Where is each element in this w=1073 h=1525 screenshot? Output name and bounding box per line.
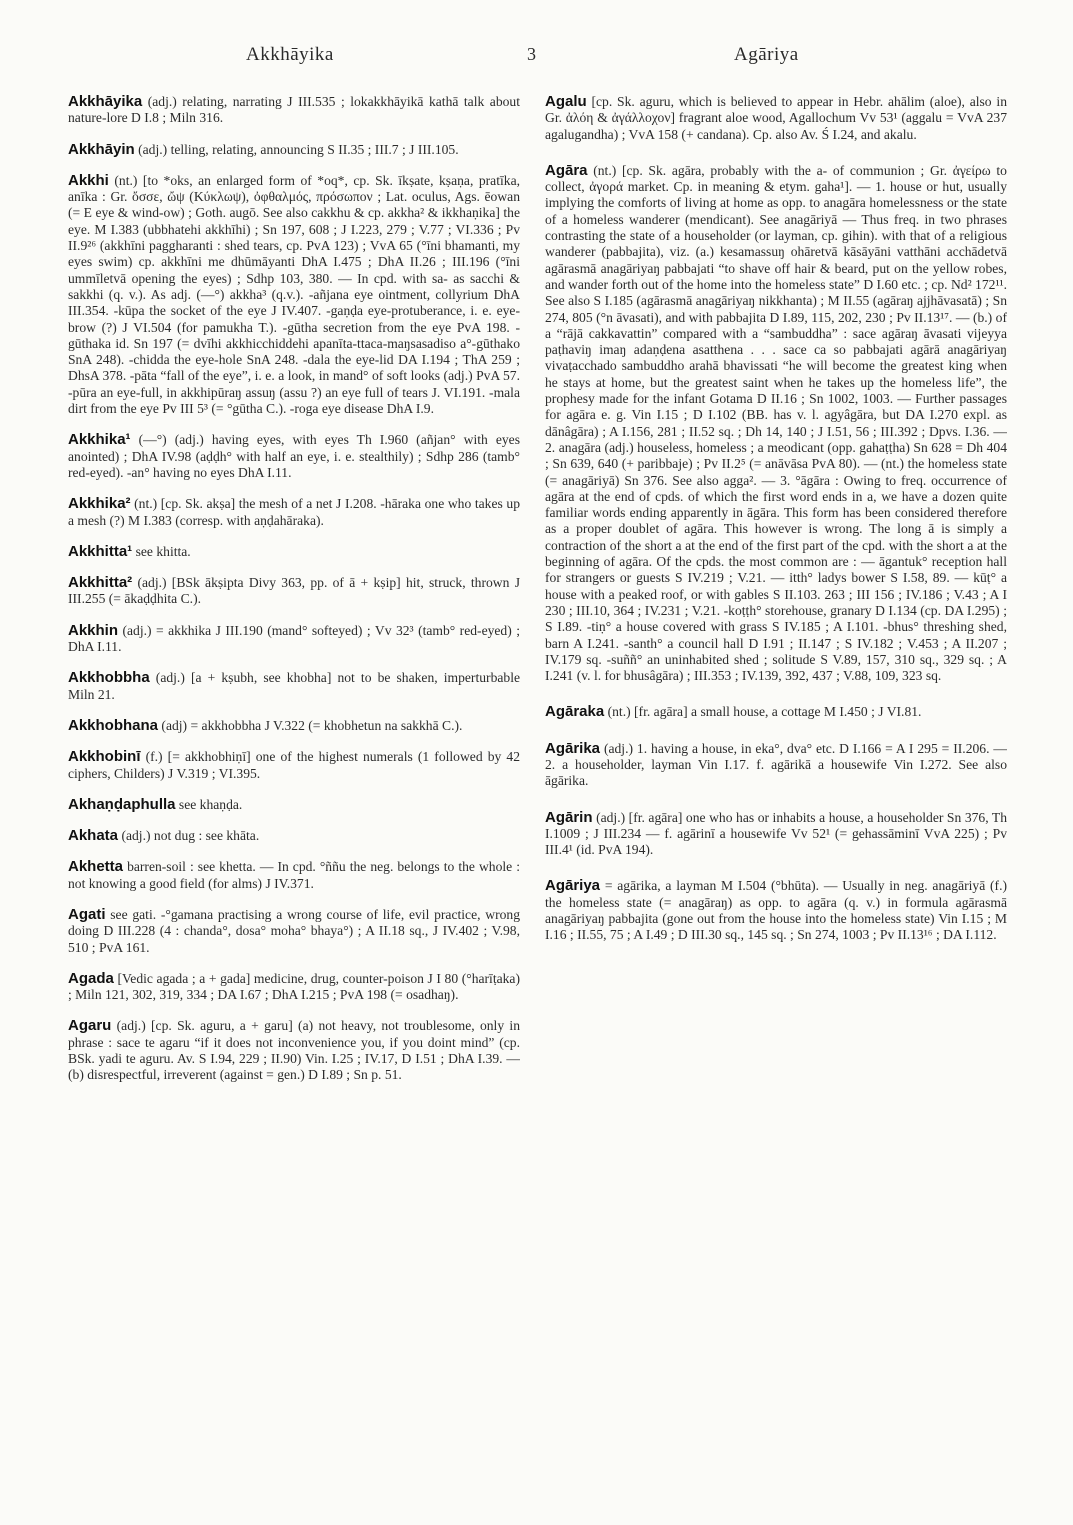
entry-headword: Agārika	[545, 739, 601, 757]
entry-headword: Akhetta	[68, 858, 124, 876]
entry-headword: Akhaṇḍaphulla	[68, 795, 176, 813]
entry-definition: (adj.) not dug : see khāta.	[121, 828, 260, 844]
dictionary-entry	[68, 670, 520, 703]
dictionary-entry	[68, 971, 520, 1004]
entry-definition: (adj) = akkhobbha J V.322 (= khobhetun na sakkhā C.).	[161, 717, 463, 733]
entry-headword: Akkhika¹	[68, 431, 131, 449]
entry-definition: (adj.) [BSk ākṣipta Divy 363, pp. of ā + kṣip] hit, struck, thrown J III.255 (= ākaḍḍhita C.).	[68, 575, 520, 607]
entry-definition: (f.) [= akkhobhiṇī] one of the highest numerals (1 followed by 42 ciphers, Childers) J V.319 ; VI.395.	[68, 749, 520, 781]
dictionary-entry	[545, 741, 1007, 790]
entry-definition: (adj.) relating, narrating J III.535 ; lokakkhāyikā kathā talk about nature-lore D I.8 ; Miln 316.	[68, 94, 520, 126]
entry-definition: (nt.) [cp. Sk. agāra, probably with the a- of communion ; Gr. ἀγείρω to collect, ἀγορά market. Cp. in meaning & etym. gaha¹]. — 1. house or hut, usually implying the comforts of living at home as opp. to anagāra homelessness or the state of a homeless wanderer (mendicant). See anagāriyā — Thus freq. in two phrases contrasting the state of a householder (or layman, cp. gihin). with that of a religious wanderer (pabbajita), viz. (a.) kesamassuŋ ohāretvā kāsāyāni vatthāni acchādetvā agārasmā anagāriyaŋ pabbajati “to shave off hair & beard, put on the yellow robes, and wander forth out of the home into the homeless state” D I.60 etc. ; cp. Nd² 172¹¹. See also S I.185 (agārasmā anagāriyaŋ nikkhanta) ; M II.55 (agāraŋ ajjhāvasatā) ; Sn 274, 805 (°n āvasati), and with pabbajita D I.89, 115, 202, 230 ; Pv II.13¹⁷. — (b.) of a “rājā cakkavattin” compared with a “sambuddha” : sace agāraŋ āvasati vijeyya paṭhaviŋ imaŋ adaṇḍena asatthena . . . sace ca so pabbajati agārā anagāriyaŋ vivaṭacchado sambuddho arahā bhavissati “he will become the greatest king when he stays at home, but the greatest saint when he takes up the homeless life”, the prophesy made for the infant Gotama D II.16 ; Sn 1002, 1003. — Further passages for agāra e. g. Vin I.15 ; D I.102 (BB. has v. l. agyâgāra, but DA I.270 expl. as dānâgāra) ; A I.156, 281 ; II.52 sq. ; Dh 14, 140 ; J I.51, 56 ; III.392 ; Dpvs. I.36. — 2. anagāra (adj.) houseless, homeless ; a meodicant (opp. gahaṭṭha) Sn 628 = Dh 404 ; Sn 639, 640 (+ paribbaje) ; Pv II.2⁵ (= anāvāsa PvA 80). — (nt.) the homeless state (= anagāriyā) Sn 376. See also agga². — 3. °āgāra : Owing to freq. occurrence of agāra at the end of cpds. of which the first word ends in a, we have a dozen quite familiar words ending apparently in āgāra. This form has been considered therefore as a proper doublet of agāra. This however is wrong. The long ā is simply a contraction of the short a at the end of the first part of the cpd. with the short a at the beginning of agāra. Of the cpds. the most common are : — āgantuk° reception hall for strangers or guests S IV.219 ; V.21. — itth° ladys bower S I.58, 89. — kūṭ° a house with a peaked roof, or with gables S II.103. 263 ; III 156 ; IV.186 ; V.43 ; A I 230 ; III.10, 364 ; IV.231 ; V.21. -koṭṭh° storehouse, granary D I.134 (cp. DA I.295) ; S I.89. -tiṇ° a house covered with grass S IV.185 ; A I.101. -bhus° threshing shed, barn A I.241. -santh° a council hall D I.91 ; II.147 ; S IV.182 ; V.453 ; A II.207 ; IV.179 sq. -suññ° an uninhabited shed ; solitude S V.89, 157, 310 sq., 329 sq. ; A I.241 (v. l. for bhusâgāra) ; III.353 ; IV.139, 392, 437 ; V.88, 109, 323 sq.	[545, 162, 1007, 684]
entry-headword: Akhata	[68, 827, 119, 845]
entry-definition: see khaṇḍa.	[178, 796, 243, 812]
entry-definition: barren-soil : see khetta. — In cpd. °ññu the neg. belongs to the whole : not knowing a good field (for alms) J IV.371.	[68, 859, 520, 891]
entry-definition: (adj.) = akkhika J III.190 (mand° softeyed) ; Vv 32³ (tamb° red-eyed) ; DhA I.11.	[68, 622, 520, 655]
left-column	[68, 94, 520, 1494]
entry-headword: Akkhin	[68, 621, 119, 639]
dictionary-entry	[545, 94, 1007, 143]
entry-definition: see khitta.	[135, 543, 191, 559]
dictionary-entry	[68, 828, 520, 844]
dictionary-entry	[68, 432, 520, 481]
running-header	[0, 44, 1073, 78]
entry-headword: Agaru	[68, 1017, 112, 1035]
entry-definition: [Vedic agada ; a + gada] medicine, drug, counter-poison J I 80 (°harīṭaka) ; Miln 121, 302, 319, 334 ; DA I.67 ; DhA I.215 ; PvA 198 (= osadhaŋ).	[68, 970, 520, 1003]
entry-headword: Akkhika²	[68, 495, 131, 513]
entry-headword: Akkhobhana	[68, 716, 159, 734]
entry-definition: (—°) (adj.) having eyes, with eyes Th I.960 (añjan° with eyes anointed) ; DhA IV.98 (aḍḍh° with half an eye, i. e. stealthily) ; Sdhp 286 (tamb° red-eyed). -an° having no eyes DhA I.11.	[68, 432, 520, 480]
entry-headword: Agati	[68, 905, 106, 923]
entry-headword: Agalu	[545, 94, 587, 110]
dictionary-entry	[68, 859, 520, 892]
entry-definition: (nt.) [cp. Sk. akṣa] the mesh of a net J I.208. -hāraka one who takes up a mesh (?) M I.383 (corresp. with aṇḍahāraka).	[68, 496, 520, 528]
entry-headword: Akkhi	[68, 171, 109, 189]
dictionary-entry	[68, 907, 520, 956]
entry-definition: (adj.) telling, relating, announcing S II.35 ; III.7 ; J III.105.	[138, 141, 459, 157]
dictionary-entry	[545, 878, 1007, 943]
right-column	[545, 94, 1007, 1494]
entry-definition: (nt.) [to *oks, an enlarged form of *oq*, cp. Sk. īkṣate, kṣaṇa, pratīka, anīka : Gr. ὄσσε, ὤψ (Κύκλωψ), ὀφθαλμός, πρόσωπον ; Lat. oculus, Ags. ēowan (= E eye & wind-ow) ; Goth. augō. See also cakkhu & cp. akkha² & ikkhaṇika] the eye. M I.383 (ubbhatehi akkhīhi) ; Sn 197, 608 ; J I.223, 279 ; V.77 ; VI.336 ; Pv II.9²⁶ (akkhīni paggharanti : shed tears, cp. PvA 123) ; VvA 65 (°īni bhamanti, my eyes swim) cp. akkhīni me dhūmāyanti DhA I.475 ; DhA II.26 ; III.196 (°īni ummīletvā opening the eyes) ; Sdhp 103, 380. — In cpd. with sa- as sacchi & sakkhi (q. v.). As adj. (—°) akkha³ (q.v.). -añjana eye ointment, collyrium DhA III.354. -kūpa the socket of the eye J IV.407. -gaṇḍa eye-protuberance, i. e. eye-brow (?) J VI.504 (for pamukha T.). -gūtha secretion from the eye PvA 198. -gūthaka id. Sn 197 (= dvīhi akkhicchiddehi apanīta-ttaca-maŋsasadiso a°-gūthako SnA 248). -chidda the eye-hole SnA 248. -dala the eye-lid DA I.194 ; ThA 259 ; DhsA 378. -pāta “fall of the eye”, i. e. a look, in mand° of soft looks (adj.) PvA 57. -pūra an eye-full, in akkhipūraŋ assuŋ (assu ?) an eye full of tears J. VI.191. -mala dirt from the eye Pv III 5³ (= °gūtha C.). -roga eye disease DhA I.9.	[68, 172, 520, 417]
entry-definition: = agārika, a layman M I.504 (°bhūta). — Usually in neg. anagāriyā (f.) the homeless state (= anagāraŋ) as opp. to agāra (q. v.) in formula agārasmā anagāriyaŋ pabbajita (gone out from the house into the homeless state) Vin I.15 ; M I.16 ; II.55, 75 ; A I.49 ; D III.30 sq., 145 sq. ; Sn 274, 1003 ; Pv II.13¹⁶ ; DA I.112.	[545, 878, 1007, 943]
entry-definition: (adj.) [fr. agāra] one who has or inhabits a house, a householder Sn 376, Th I.1009 ; J III.234 — f. agārinī a housewife Vv 52¹ (= gehassāminī VvA 225) ; Pv III.4¹ (id. PvA 194).	[545, 809, 1007, 858]
entry-headword: Akkhāyin	[68, 140, 135, 158]
entry-definition: (adj.) [a + kṣubh, see khobha] not to be shaken, imperturbable Miln 21.	[68, 670, 520, 702]
entry-headword: Akkhobinī	[68, 748, 141, 766]
entry-headword: Akkhitta²	[68, 574, 133, 592]
header-right-guideword: Agāriya	[734, 44, 799, 65]
dictionary-entry	[68, 749, 520, 782]
entry-headword: Agāriya	[545, 877, 601, 895]
entry-headword: Agāraka	[545, 703, 605, 721]
dictionary-entry	[68, 1018, 520, 1083]
dictionary-entry	[68, 496, 520, 529]
entry-definition: [cp. Sk. aguru, which is believed to appear in Hebr. ahālim (aloe), also in Gr. ἀλόη & ἀγάλλοχον] fragrant aloe wood, Agallochum Vv 53¹ (aggalu = VvA 237 agalugandha) ; VvA 158 (+ candana). Cp. also Av. Ś I.24, and akalu.	[545, 94, 1007, 142]
dictionary-entry	[68, 718, 520, 734]
dictionary-entry	[545, 810, 1007, 859]
dictionary-entry	[545, 163, 1007, 685]
dictionary-entry	[68, 173, 520, 417]
entry-headword: Agāra	[545, 161, 588, 179]
entry-headword: Akkhitta¹	[68, 542, 133, 560]
entry-headword: Agārin	[545, 808, 593, 826]
entry-headword: Akkhāyika	[68, 94, 143, 110]
dictionary-entry	[545, 704, 1007, 720]
dictionary-entry	[68, 797, 520, 813]
dictionary-entry	[68, 623, 520, 656]
dictionary-entry	[68, 575, 520, 608]
entry-definition: (adj.) 1. having a house, in eka°, dva° etc. D I.166 = A I 295 = II.206. — 2. a householder, layman Vin I.17. f. agārikā a housewife Vin I.272. See also āgārika.	[545, 740, 1007, 789]
entry-definition: (adj.) [cp. Sk. aguru, a + garu] (a) not heavy, not troublesome, only in phrase : sace te agaru “if it does not inconvenience you, if you doint mind” (cp. BSk. yadi te aguru. Av. S I.94, 229 ; II.90) Vin. I.25 ; IV.17, D I.51 ; DhA I.39. — (b) disrespectful, irreverent (against = gen.) D I.89 ; Sn p. 51.	[68, 1018, 520, 1083]
entry-headword: Agada	[68, 969, 114, 987]
page-number: 3	[527, 44, 537, 64]
dictionary-entry	[68, 544, 520, 560]
dictionary-entry	[68, 94, 520, 127]
entry-headword: Akkhobbha	[68, 669, 150, 687]
dictionary-entry	[68, 142, 520, 158]
entry-definition: (nt.) [fr. agāra] a small house, a cottage M I.450 ; J VI.81.	[607, 704, 922, 720]
header-left-guideword: Akkhāyika	[246, 44, 334, 65]
entry-definition: see gati. -°gamana practising a wrong course of life, evil practice, wrong doing D III.228 (4 : chanda°, dosa° moha° bhaya°) ; A II.18 sq., J IV.402 ; V.98, 510 ; PvA 161.	[68, 906, 520, 955]
